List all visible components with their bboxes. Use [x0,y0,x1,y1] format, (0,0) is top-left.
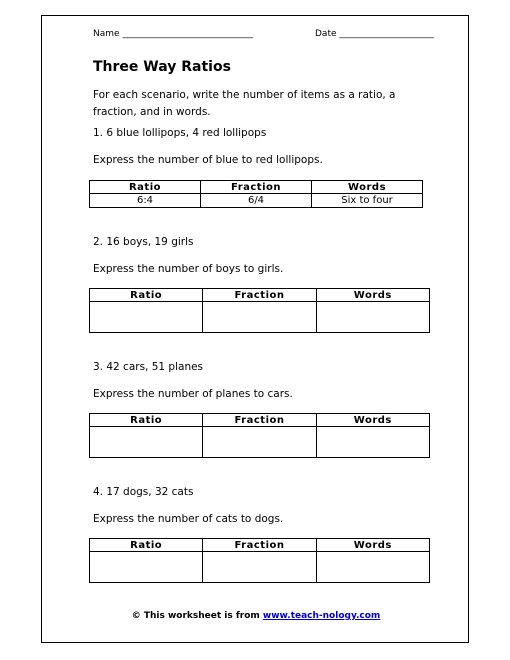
date-field-row [315,29,434,39]
ratio-header: Ratio [90,289,203,302]
words-cell[interactable] [316,302,429,333]
ratio-cell: 6:4 [90,194,201,208]
fraction-cell: 6/4 [201,194,312,208]
ratio-cell[interactable] [90,427,203,458]
table-row [90,427,430,458]
table-row [90,302,430,333]
table-row [90,552,430,583]
fraction-header: Fraction [201,181,312,194]
words-header: Words [316,539,429,552]
instructions: For each scenario, write the number of items as a ratio, a fraction, and in words. [93,89,396,118]
problem-4-answer-table [89,538,430,583]
problem-2-prompt: Express the number of boys to girls. [93,263,284,275]
name-line: _____________________________ [122,29,253,39]
problem-1-answer-table [89,180,423,208]
footer-link[interactable]: www.teach-nology.com [262,611,381,621]
problem-3-prompt: Express the number of planes to cars. [93,388,293,400]
date-line: _____________________ [339,29,434,39]
problem-1-scenario: 1. 6 blue lollipops, 4 red lollipops [93,127,267,139]
footer-text: © This worksheet is from [131,611,263,621]
name-field-row [93,29,253,39]
fraction-header: Fraction [203,539,316,552]
problem-3-answer-table [89,413,430,458]
date-label: Date [315,29,337,39]
table-row [90,194,423,208]
problem-2-answer-table [89,288,430,333]
fraction-cell[interactable] [203,302,316,333]
problem-2-scenario: 2. 16 boys, 19 girls [93,236,194,248]
words-header: Words [316,289,429,302]
worksheet-title: Three Way Ratios [93,59,231,75]
fraction-cell[interactable] [203,552,316,583]
worksheet-page [41,15,469,643]
name-label: Name [93,29,120,39]
footer-credit [42,611,470,621]
words-header: Words [312,181,423,194]
fraction-header: Fraction [203,289,316,302]
ratio-cell[interactable] [90,552,203,583]
words-header: Words [316,414,429,427]
table-header-row [90,181,423,194]
problem-1-prompt: Express the number of blue to red lollipops. [93,154,323,166]
words-cell: Six to four [312,194,423,208]
problem-3-scenario: 3. 42 cars, 51 planes [93,361,204,373]
table-header-row [90,414,430,427]
ratio-header: Ratio [90,181,201,194]
words-cell[interactable] [316,427,429,458]
fraction-header: Fraction [203,414,316,427]
ratio-header: Ratio [90,539,203,552]
problem-4-scenario: 4. 17 dogs, 32 cats [93,486,194,498]
ratio-cell[interactable] [90,302,203,333]
fraction-cell[interactable] [203,427,316,458]
ratio-header: Ratio [90,414,203,427]
table-header-row [90,289,430,302]
table-header-row [90,539,430,552]
problem-4-prompt: Express the number of cats to dogs. [93,513,284,525]
words-cell[interactable] [316,552,429,583]
